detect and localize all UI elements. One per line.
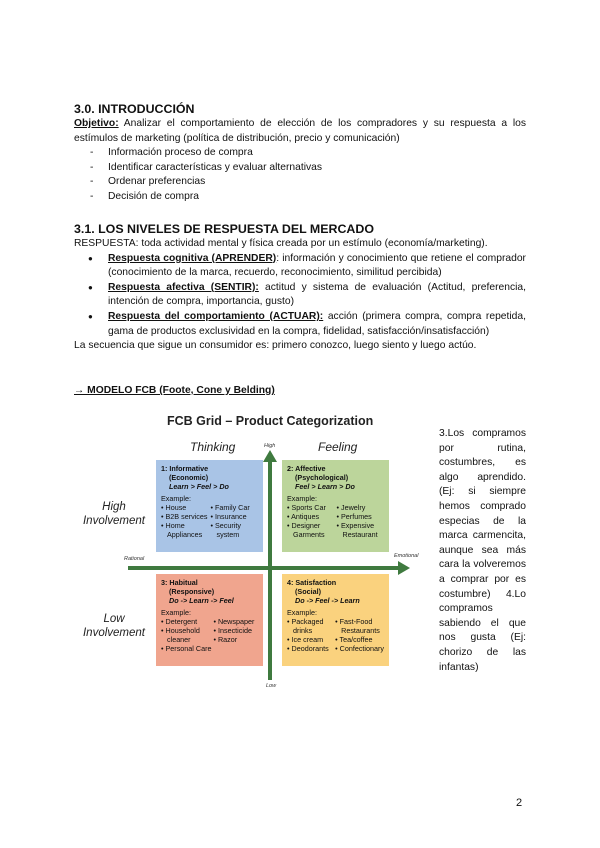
example-item: • Deodorants xyxy=(287,644,329,653)
quadrant-name: 1: Informative xyxy=(161,464,209,473)
example-item: system xyxy=(216,530,240,539)
fcb-grid-figure xyxy=(72,408,432,690)
axis-low-label: Low xyxy=(266,683,277,689)
quadrant-satisfaction xyxy=(282,574,389,666)
quadrant-name: 3: Habitual xyxy=(161,578,198,587)
axis-emotional-label: Emotional xyxy=(394,553,419,559)
example-item: • Home xyxy=(161,521,185,530)
quadrant-example-label: Example: xyxy=(161,608,191,617)
example-item: • Confectionary xyxy=(335,644,384,653)
objective-paragraph xyxy=(74,117,526,146)
example-item: • Ice cream xyxy=(287,635,324,644)
axis-high-label: High xyxy=(264,443,276,449)
quadrant-habitual xyxy=(156,574,263,666)
objective-label: Objetivo: xyxy=(74,118,119,129)
quadrant-example-label: Example: xyxy=(287,494,317,503)
example-item: • Sports Car xyxy=(287,503,326,512)
list-item: - Decisión de compra xyxy=(90,190,526,205)
quadrant-examples xyxy=(161,503,258,539)
example-item: • Insecticide xyxy=(213,626,252,635)
bullet-text: : información y conocimiento que retiene el comprador (conocimiento de la marca, recuerdo, reconocimiento, similitud percibida) xyxy=(108,252,526,279)
example-item: • Insurance xyxy=(210,512,247,521)
example-item: • Personal Care xyxy=(161,644,212,653)
quadrant-name: 4: Satisfaction xyxy=(287,578,337,587)
example-item xyxy=(213,644,258,653)
example-item: cleaner xyxy=(167,635,191,644)
horizontal-axis-arrow xyxy=(398,561,410,575)
thinking-label: Thinking xyxy=(190,440,236,454)
bullet-text: actitud y sistema de evaluación (Actitud, preferencia, intención de compra, importancia, gusto) xyxy=(108,281,526,308)
quadrant-sequence: Learn > Feel > Do xyxy=(169,482,229,491)
bullet-label: Respuesta del comportamiento (ACTUAR): xyxy=(108,310,324,322)
quadrant-examples xyxy=(287,503,384,539)
section-heading: 3.0. INTRODUCCIÓN xyxy=(74,102,195,116)
quadrant-example-label: Example: xyxy=(161,494,191,503)
example-item: • Antiques xyxy=(287,512,320,521)
example-item: Restaurant xyxy=(342,530,378,539)
example-item: • Jewelry xyxy=(336,503,366,512)
example-item: • Expensive xyxy=(336,521,375,530)
quadrant-affective xyxy=(282,460,389,552)
example-item: • House xyxy=(161,503,187,512)
quadrant-example-label: Example: xyxy=(287,608,317,617)
section-niveles-respuesta xyxy=(74,222,526,354)
quadrant-subtitle: (Social) xyxy=(295,587,321,596)
example-item: drinks xyxy=(293,626,313,635)
example-item: • Detergent xyxy=(161,617,198,626)
example-item: • Designer xyxy=(287,521,321,530)
definition-paragraph: RESPUESTA: toda actividad mental y física creada por un estímulo (economía/marketing). xyxy=(74,238,488,249)
quadrant-examples xyxy=(161,617,258,653)
page-number: 2 xyxy=(516,797,523,809)
objective-text: Analizar el comportamiento de elección de los compradores y su respuesta a los estímulos de marketing (política de distribución, precio y comunicación) xyxy=(74,118,526,144)
model-title: → MODELO FCB (Foote, Cone y Belding) xyxy=(74,385,275,396)
example-item: • Razor xyxy=(213,635,238,644)
low-involvement-label: Low Involvement xyxy=(82,613,145,639)
side-note: 3.Los compramos por rutina, costumbres, es algo aprendido. (Ej: si siempre hemos comprado especias de la marca carmencita, aunque sea más cara la volveremos a comprar por es costumbre) 4.Lo compramos sabiendo el que nos gusta (Ej: chorizo de las infantas) xyxy=(439,428,526,673)
bullet-list xyxy=(74,252,526,340)
list-item xyxy=(88,252,526,281)
example-item: • Fast-Food xyxy=(335,617,373,626)
example-item: • Perfumes xyxy=(336,512,372,521)
example-item: Garments xyxy=(293,530,325,539)
example-item: • Newspaper xyxy=(213,617,255,626)
bullet-label: Respuesta cognitiva (APRENDER) xyxy=(108,252,277,264)
list-item xyxy=(88,310,526,339)
section-heading: 3.1. LOS NIVELES DE RESPUESTA DEL MERCADO xyxy=(74,222,374,236)
quadrant-sequence: Do -> Feel -> Learn xyxy=(295,596,360,605)
quadrant-informative xyxy=(156,460,263,552)
example-item: • Packaged xyxy=(287,617,324,626)
feeling-label: Feeling xyxy=(318,440,358,454)
bullet-label: Respuesta afectiva (SENTIR): xyxy=(108,281,259,293)
example-item: Restaurants xyxy=(341,626,380,635)
quadrant-examples xyxy=(287,617,384,653)
example-item: Appliances xyxy=(167,530,203,539)
axis-rational-label: Rational xyxy=(124,556,145,562)
quadrant-subtitle: (Economic) xyxy=(169,473,209,482)
quadrant-name: 2: Affective xyxy=(287,464,326,473)
quadrant-sequence: Feel > Learn > Do xyxy=(295,482,355,491)
list-item: - Ordenar preferencias xyxy=(90,175,526,190)
bullet-text: acción (primera compra, compra repetida, gama de productos exclusividad en la compra, fidelidad, satisfacción/insatisfacción) xyxy=(108,310,526,337)
dash-list xyxy=(74,146,526,204)
example-item: • Security xyxy=(210,521,241,530)
high-involvement-label: High Involvement xyxy=(82,501,145,527)
vertical-axis-arrow xyxy=(263,450,277,462)
example-item: • Family Car xyxy=(210,503,250,512)
figure-title: FCB Grid – Product Categorization xyxy=(167,414,374,428)
example-item: • Tea/coffee xyxy=(335,635,373,644)
list-item: - Información proceso de compra xyxy=(90,146,526,161)
example-item: • Household xyxy=(161,626,200,635)
list-item: - Identificar características y evaluar alternativas xyxy=(90,161,526,176)
quadrant-subtitle: (Responsive) xyxy=(169,587,215,596)
list-item xyxy=(88,281,526,310)
section-introduccion xyxy=(74,102,526,205)
example-item: • B2B services xyxy=(161,512,208,521)
quadrant-subtitle: (Psychological) xyxy=(295,473,349,482)
sequence-paragraph: La secuencia que sigue un consumidor es: primero conozco, luego siento y luego actúo. xyxy=(74,340,477,352)
quadrant-sequence: Do -> Learn -> Feel xyxy=(169,596,234,605)
